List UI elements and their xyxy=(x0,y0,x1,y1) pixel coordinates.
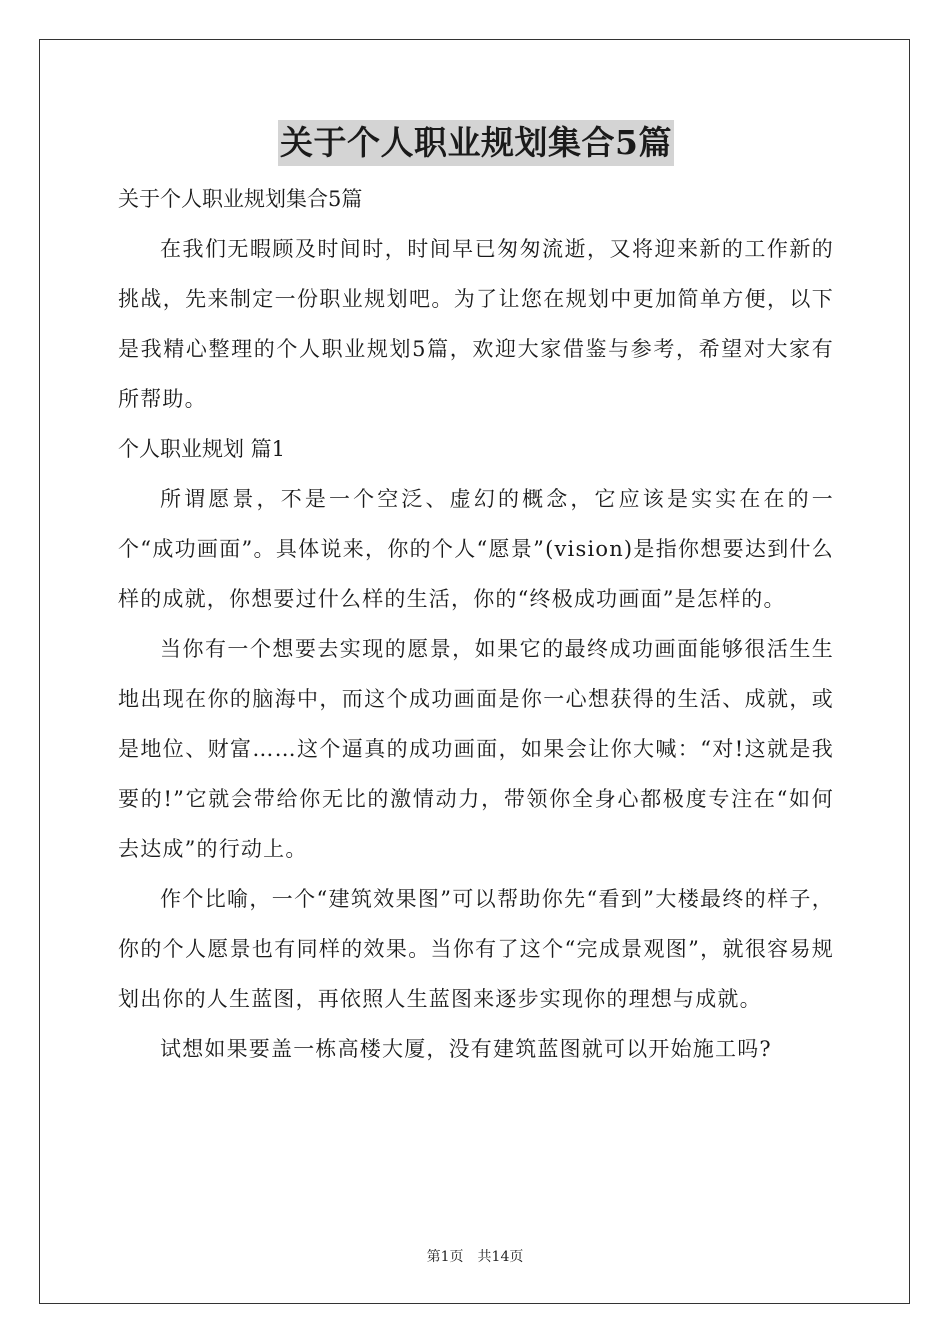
title-wrap xyxy=(118,120,834,166)
intro-paragraph: 在我们无暇顾及时间时，时间早已匆匆流逝，又将迎来新的工作新的挑战，先来制定一份职业规划吧。为了让您在规划中更加简单方便，以下是我精心整理的个人职业规划5篇，欢迎大家借鉴与参考，希望对大家有所帮助。 xyxy=(118,237,834,411)
page-number: 第1页 xyxy=(426,1249,464,1265)
body-paragraph-1: 所谓愿景，不是一个空泛、虚幻的概念，它应该是实实在在的一个“成功画面”。具体说来，你的个人“愿景”(vision)是指你想要达到什么样的成就，你想要过什么样的生活，你的“终极成功画面”是怎样的。 xyxy=(118,487,834,611)
body-paragraph-2: 当你有一个想要去实现的愿景，如果它的最终成功画面能够很活生生地出现在你的脑海中，而这个成功画面是你一心想获得的生活、成就，或是地位、财富……这个逼真的成功画面，如果会让你大喊：“对!这就是我要的!”它就会带给你无比的激情动力，带领你全身心都极度专注在“如何去达成”的行动上。 xyxy=(118,637,834,861)
document-title: 关于个人职业规划集合5篇 xyxy=(278,120,674,166)
section-heading: 个人职业规划 篇1 xyxy=(118,437,286,461)
page-footer xyxy=(0,1247,950,1267)
document-subtitle: 关于个人职业规划集合5篇 xyxy=(118,187,363,211)
document-body xyxy=(118,120,834,1074)
body-paragraph-3: 作个比喻，一个“建筑效果图”可以帮助你先“看到”大楼最终的样子，你的个人愿景也有同样的效果。当你有了这个“完成景观图”，就很容易规划出你的人生蓝图，再依照人生蓝图来逐步实现你的理想与成就。 xyxy=(118,887,834,1011)
page-total: 共14页 xyxy=(477,1249,524,1265)
body-paragraph-4: 试想如果要盖一栋高楼大厦，没有建筑蓝图就可以开始施工吗? xyxy=(160,1037,772,1061)
